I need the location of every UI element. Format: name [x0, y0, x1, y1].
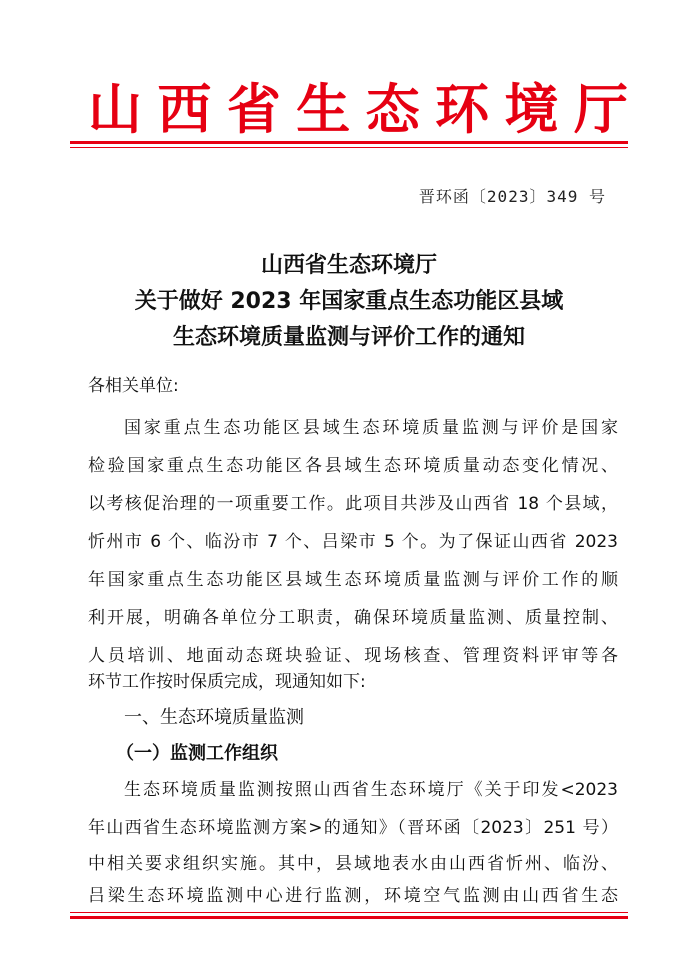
paragraph-line: 人员培训、地面动态斑块验证、现场核查、管理资料评审等各 [88, 646, 618, 666]
subsection-heading: （一）监测工作组织 [116, 743, 278, 764]
letterhead-char: 环 [435, 76, 490, 141]
paragraph-line: 检验国家重点生态功能区各县域生态环境质量动态变化情况、 [88, 456, 618, 476]
paragraph-line: 利开展，明确各单位分工职责，确保环境质量监测、质量控制、 [88, 608, 618, 628]
document-number: 晋环函〔2023〕349 号 [418, 187, 606, 206]
letterhead-char: 西 [157, 76, 212, 141]
paragraph-line: 年国家重点生态功能区县域生态环境质量监测与评价工作的顺 [88, 570, 618, 590]
paragraph-line: 中相关要求组织实施。其中，县域地表水由山西省忻州、临汾、 [88, 854, 618, 874]
paragraph-line: 生态环境质量监测按照山西省生态环境厅《关于印发<2023 [124, 780, 618, 800]
paragraph-line: 国家重点生态功能区县域生态环境质量监测与评价是国家 [124, 418, 618, 438]
document-title-line-3: 生态环境质量监测与评价工作的通知 [172, 325, 525, 350]
letterhead-char: 态 [365, 76, 420, 141]
document-title-line-1: 山西省生态环境厅 [260, 253, 437, 278]
letterhead-char: 生 [296, 76, 351, 141]
footer-rule-thick [70, 916, 628, 919]
paragraph-line: 以考核促治理的一项重要工作。此项目共涉及山西省 18 个县域， [88, 494, 618, 514]
letterhead-title [88, 72, 628, 141]
footer-rule-thin [70, 912, 628, 913]
letterhead-char: 省 [226, 76, 281, 141]
letterhead-char: 境 [504, 76, 559, 141]
letterhead-rule-thin [70, 147, 628, 148]
paragraph-line: 吕梁生态环境监测中心进行监测，环境空气监测由山西省生态 [88, 886, 618, 906]
paragraph-line: 年山西省生态环境监测方案>的通知》（晋环函〔2023〕251 号） [88, 818, 618, 838]
paragraph-line: 忻州市 6 个、临汾市 7 个、吕梁市 5 个。为了保证山西省 2023 [88, 532, 618, 552]
salutation: 各相关单位: [88, 376, 179, 396]
section-heading: 一、生态环境质量监测 [124, 707, 304, 728]
letterhead-char: 山 [88, 76, 142, 141]
letterhead-rule-thick [70, 141, 628, 144]
letterhead-char: 厅 [573, 76, 628, 141]
paragraph-line: 环节工作按时保质完成，现通知如下: [88, 672, 366, 692]
document-title-line-2: 关于做好 2023 年国家重点生态功能区县域 [134, 289, 564, 314]
